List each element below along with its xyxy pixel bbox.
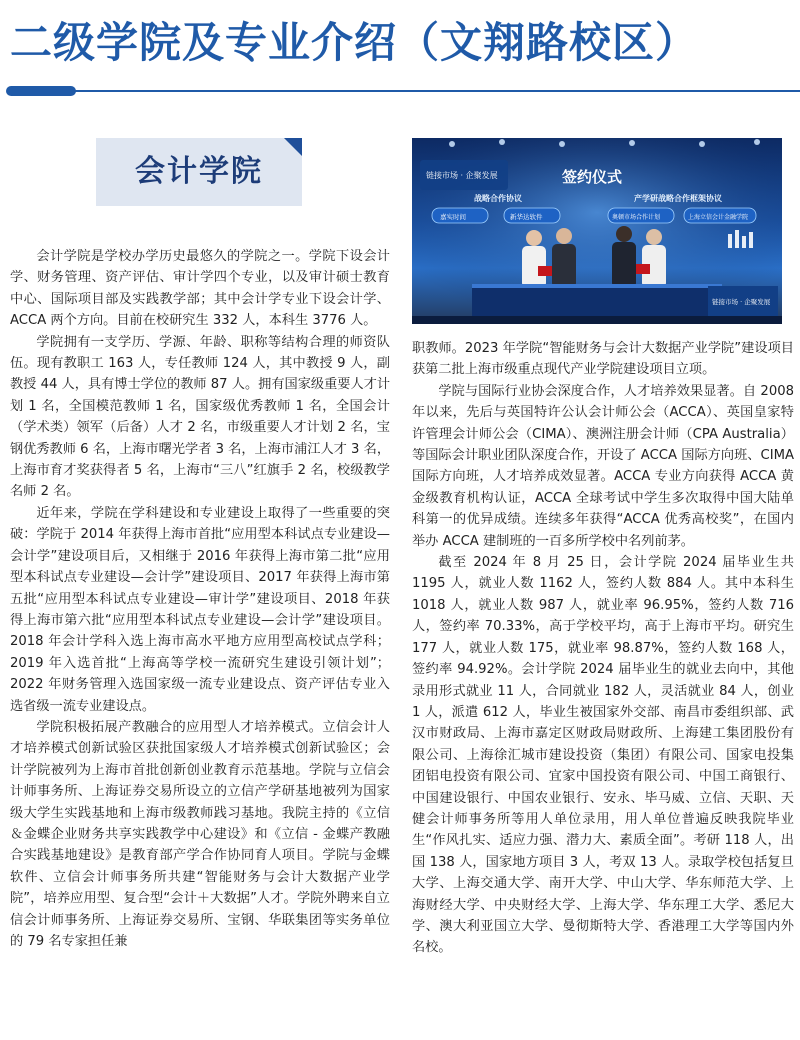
left-column bbox=[10, 246, 390, 952]
photo-panel-right-title: 产学研战略合作框架协议 bbox=[634, 194, 722, 203]
right-column bbox=[412, 338, 794, 959]
photo-sign-1: 嘉实时间 bbox=[440, 213, 466, 221]
photo-stage-title: 签约仪式 bbox=[562, 168, 623, 186]
photo-banner-top: 链接市场 · 企聚发展 bbox=[426, 171, 498, 180]
signing-ceremony-photo bbox=[412, 138, 782, 324]
paragraph-international: 学院与国际行业协会深度合作，人才培养效果显著。自 2008 年以来，先后与英国特许公认会计师公会（ACCA）、英国皇家特许管理会计师公会（CIMA）、澳洲注册会计师（CPA Australia）等国际会计职业团队深度合作，开设了 ACCA 国际方向班、CIMA 国际方向班，人才培养成效显著。ACCA 专业方向获得 ACCA 黄金级教育机构认证，ACCA 全球考试中学生多次取得中国大陆单科第一的优异成绩。连续多年获得“ACCA 优秀高校奖”，在国内举办 ACCA 建制班的一百多所学校中名列前茅。 bbox=[412, 383, 794, 549]
paragraph-industry-continued: 职教师。2023 年学院“智能财务与会计大数据产业学院”建设项目获第二批上海市级重点现代产业学院建设项目立项。 bbox=[412, 341, 794, 378]
page-title: 二级学院及专业介绍（文翔路校区） bbox=[10, 18, 699, 67]
photo-panel-left-title: 战略合作协议 bbox=[474, 194, 522, 203]
title-underline-accent bbox=[6, 86, 76, 96]
photo-sign-4: 上海立信会计金融学院 bbox=[688, 214, 749, 221]
paragraph-employment: 截至 2024 年 8 月 25 日，会计学院 2024 届毕业生共 1195 人，就业人数 1162 人，签约人数 884 人。其中本科生 1018 人，就业人数 987 人，就业率 96.95%，签约人数 716 人，签约率 70.33%，高于学校平均，高于上海市平均。研究生 177 人，就业人数 175，就业率 98.87%，签约人数 168 人，签约率 94.92%。会计学院 2024 届毕业生的就业去向中，其他录用形式就业 11 人，合同就业 182 人，灵活就业 84 人，创业 1 人，派遣 612 人，毕业生被国家外交部、南昌市委组织部、武汉市财政局、上海市嘉定区财政局财政所、上海建工集团股份有限公司、上海徐汇城市建设投资（集团）有限公司、国家电投集团铝电投资有限公司、宜家中国投资有限公司、中国工商银行、中国建设银行、中国农业银行、安永、毕马威、立信、天职、天健会计师事务所等用人单位录用，用人单位普遍反映我院毕业生“作风扎实、适应力强、潜力大、素质全面”。考研 118 人，出国 138 人，国家地方项目 3 人，考双 13 人。录取学校包括复旦大学、上海交通大学、南开大学、中山大学、华东师范大学、上海财经大学、中央财经大学、上海大学、华东理工大学、悉尼大学、澳大利亚国立大学、曼彻斯特大学、香港理工大学等国内外名校。 bbox=[412, 555, 794, 956]
title-underline bbox=[8, 90, 800, 92]
paragraph-industry: 学院积极拓展产教融合的应用型人才培养模式。立信会计人才培养模式创新试验区获批国家级人才培养模式创新试验区；会计学院被列为上海市首批创新创业教育示范基地。学院与立信会计师事务所、上海证券交易所设立的立信产学研基地被列为国家级大学生实践基地和上海市级教师践习基地。我院主持的《立信＆金蝶企业财务共享实践教学中心建设》和《立信 - 金蝶产教融合实践基地建设》是教育部产学合作协同育人项目。学院与金蝶软件、立信会计师事务所共建“智能财务与会计大数据产业学院”，培养应用型、复合型“会计＋大数据”人才。学院外聘来自立信会计师事务所、上海证券交易所、宝钢、华联集团等实务单位的 79 名专家担任兼 bbox=[10, 719, 390, 949]
photo-sign-2: 新华达软件 bbox=[510, 213, 543, 221]
section-title: 会计学院 bbox=[135, 154, 263, 189]
signing-ceremony-illustration bbox=[412, 138, 782, 324]
photo-sign-3: 奥顿市场合作计划 bbox=[612, 214, 661, 221]
photo-side-banner: 链接市场 · 企聚发展 bbox=[712, 298, 771, 306]
paragraph-faculty: 学院拥有一支学历、学源、年龄、职称等结构合理的师资队伍。现有教职工 163 人，专任教师 124 人，其中教授 9 人，副教授 44 人，具有博士学位的教师 87 人。拥有国家级重要人才计划 1 名，全国模范教师 1 名，国家级优秀教师 1 名，全国会计（学术类）领军（后备）人才 2 名，市级重要人才计划 2 名，宝钢优秀教师 6 名，上海市曙光学者 3 名，上海市浦江人才 3 名，上海市育才奖获得者 5 名，上海市“三八”红旗手 2 名，校级教学名师 2 名。 bbox=[10, 334, 391, 500]
paragraph-discipline: 近年来，学院在学科建设和专业建设上取得了一些重要的突破：学院于 2014 年获得上海市首批“应用型本科试点专业建设—会计学”建设项目后，又相继于 2016 年获得上海市第二批“应用型本科试点专业建设—会计学”建设项目、2017 年获得上海市第五批“应用型本科试点专业建设—审计学”建设项目、2018 年获得上海市第六批“应用型本科试点专业建设—会计学”建设项目。2018 年会计学科入选上海市高水平地方应用型高校试点学科；2019 年入选首批“上海高等学校一流研究生建设引领计划”；2022 年财务管理入选国家级一流专业建设点、资产评估专业入选省级一流专业建设点。 bbox=[10, 505, 390, 714]
paragraph-intro: 会计学院是学校办学历史最悠久的学院之一。学院下设会计学、财务管理、资产评估、审计学四个专业，以及审计硕士教育中心、国际项目部及实践教学部；其中会计学专业下设会计学、ACCA 两个方向。目前在校研究生 332 人，本科生 3776 人。 bbox=[10, 249, 390, 329]
